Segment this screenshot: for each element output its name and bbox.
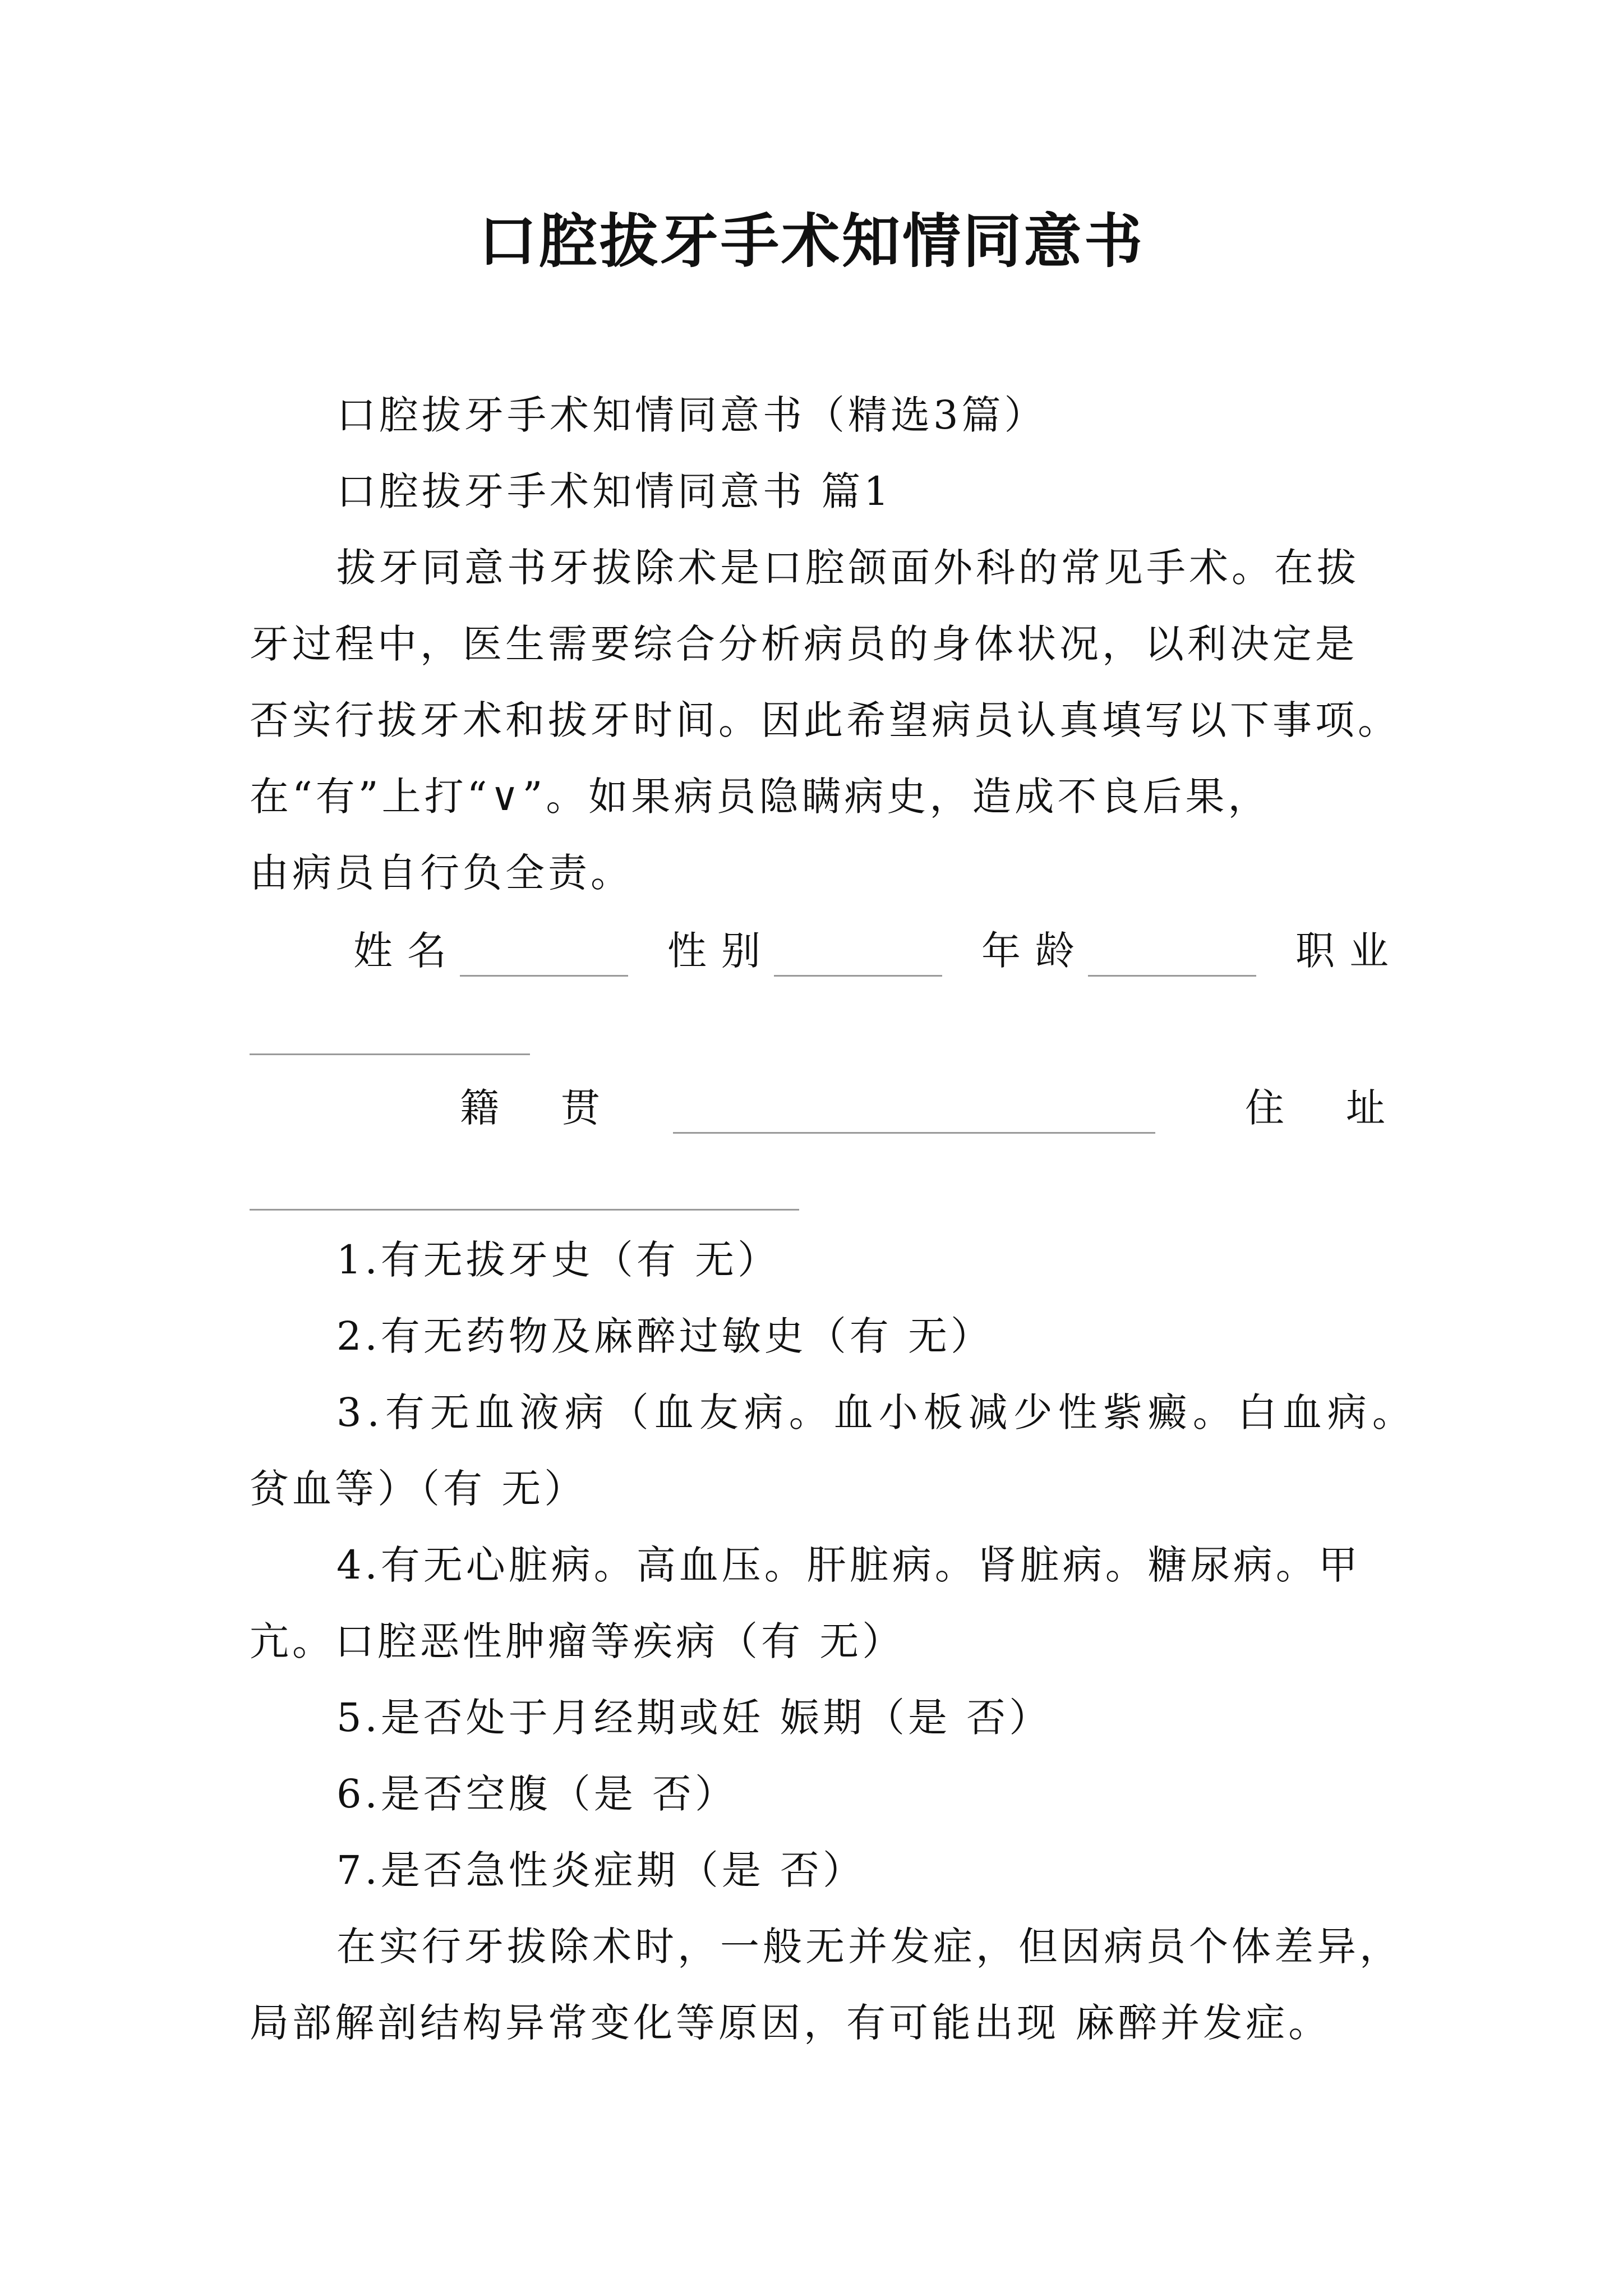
gender-label: 性别 — [667, 928, 775, 974]
question-3: 3.有无血液病（血友病。血小板减少性紫癜。白血病。 — [336, 1389, 1417, 1435]
gender-blank[interactable] — [774, 975, 942, 977]
native-place-blank[interactable] — [673, 1132, 1155, 1134]
question-7: 7.是否急性炎症期（是 否） — [336, 1847, 866, 1893]
intro-line-1: 拔牙同意书牙拔除术是口腔颌面外科的常见手术。在拔 — [336, 545, 1359, 591]
address-label: 住址 — [1245, 1085, 1447, 1131]
native-place-label: 籍贯 — [460, 1085, 662, 1131]
question-5: 5.是否处于月经期或妊 娠期（是 否） — [336, 1695, 1052, 1741]
question-6: 6.是否空腹（是 否） — [336, 1771, 738, 1817]
question-4-cont: 亢。口腔恶性肿瘤等疾病（有 无） — [250, 1618, 905, 1664]
closing-line-2: 局部解剖结构异常变化等原因，有可能出现 麻醉并发症。 — [250, 2000, 1331, 2046]
address-blank[interactable] — [250, 1209, 799, 1211]
intro-line-5: 由病员自行负全责。 — [250, 850, 633, 896]
intro-line-2: 牙过程中，医生需要综合分析病员的身体状况，以利决定是 — [250, 621, 1358, 667]
document-title: 口腔拔牙手术知情同意书 — [478, 206, 1145, 275]
section-heading: 口腔拔牙手术知情同意书 篇1 — [336, 468, 892, 514]
question-4: 4.有无心脏病。高血压。肝脏病。肾脏病。糖尿病。甲 — [336, 1542, 1361, 1588]
question-1: 1.有无拔牙史（有 无） — [336, 1237, 781, 1283]
age-blank[interactable] — [1088, 975, 1256, 977]
name-blank[interactable] — [460, 975, 628, 977]
intro-line-4: 在“有”上打“∨”。如果病员隐瞒病史，造成不良后果， — [250, 774, 1271, 820]
document-subtitle: 口腔拔牙手术知情同意书（精选3篇） — [336, 392, 1047, 438]
occupation-label: 职业 — [1295, 928, 1403, 974]
closing-line-1: 在实行牙拔除术时，一般无并发症，但因病员个体差异， — [336, 1924, 1402, 1970]
name-label: 姓名 — [353, 928, 461, 974]
occupation-blank[interactable] — [250, 1053, 530, 1055]
intro-line-3: 否实行拔牙术和拔牙时间。因此希望病员认真填写以下事项。 — [250, 697, 1400, 743]
age-label: 年龄 — [981, 928, 1089, 974]
question-3-cont: 贫血等）（有 无） — [250, 1466, 587, 1512]
question-2: 2.有无药物及麻醉过敏史（有 无） — [336, 1313, 994, 1359]
